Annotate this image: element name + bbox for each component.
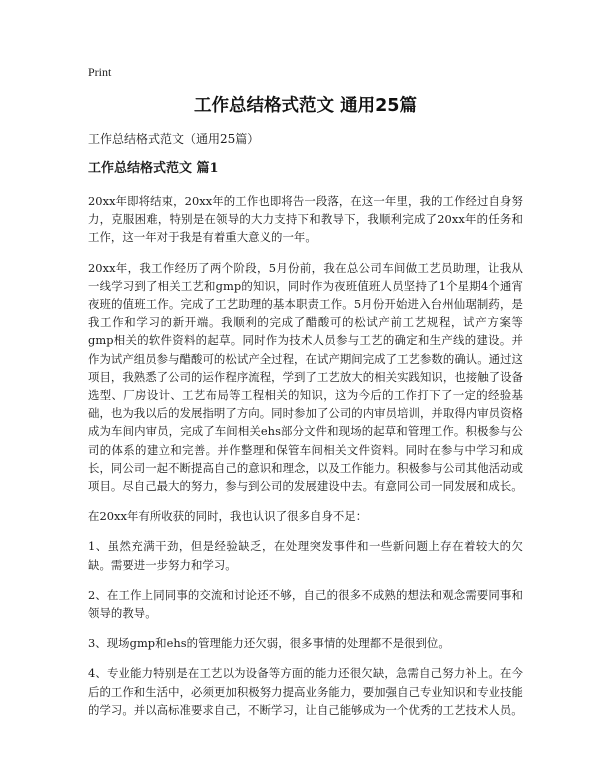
document-subtitle: 工作总结格式范文（通用25篇） <box>88 132 260 146</box>
paragraph-intro: 20xx年即将结束，20xx年的工作也即将告一段落，在这一年里，我的工作经过自身努力，克服困难，特别是在领导的大力支持下和教导下，我顺利完成了20xx年的任务和工作，这一年对于我是有着重大意义的一年。 <box>88 194 523 245</box>
paragraph-work-review: 20xx年，我工作经历了两个阶段，5月份前，我在总公司车间做工艺员助理，让我从一线学习到了相关工艺和gmp的知识，同时作为夜班值班人员坚持了1个星期4个通宵夜班的值班工作。完成了工艺助理的基本职责工作。5月份开始进入台州仙琚制药，是我工作和学习的新开端。我顺利的完成了醋酸可的松试产前工艺规程，试产方案等gmp相关的软件资料的起草。同时作为技术人员参与工艺的确定和生产线的建设。并作为试产组员参与醋酸可的松试产全过程，在试产期间完成了工艺参数的确认。通过这项目，我熟悉了公司的运作程序流程，学到了工艺放大的相关实践知识，也接触了设备选型、厂房设计、工艺布局等工程相关的知识，这为今后的工作打下了一定的经验基础，也为我以后的发展指明了方向。同时参加了公司的内审员培训，并取得内审员资格成为车间内审员，完成了车间相关ehs部分文件和现场的起草和管理工作。积极参与公司的体系的建立和完善。并作整理和保管车间相关文件资料。同时在参与中学习和成长，同公司一起不断提高自己的意识和理念，以及工作能力。积极参与公司其他活动或项目。尽自己最大的努力，参与到公司的发展建设中去。有意同公司一同发展和成长。 <box>88 260 523 494</box>
print-link[interactable]: Print <box>88 65 112 79</box>
paragraph-shortcoming-1: 1、虽然充满干劲，但是经验缺乏，在处理突发事件和一些新问题上存在着较大的欠缺。需要进一步努力和学习。 <box>88 539 523 572</box>
paragraph-shortcoming-2: 2、在工作上同同事的交流和讨论还不够，自己的很多不成熟的想法和观念需要同事和领导的教导。 <box>88 587 523 621</box>
paragraph-shortcoming-4: 4、专业能力特别是在工艺以为设备等方面的能力还很欠缺，急需自己努力补上。在今后的工作和生活中，必须更加积极努力提高业务能力，要加强自己专业知识和专业技能的学习。并以高标准要求自己，不断学习，让自己能够成为一个优秀的工艺技术人员。 <box>88 666 523 717</box>
section-heading: 工作总结格式范文 篇1 <box>88 161 219 176</box>
paragraph-shortcomings-intro: 在20xx年有所收获的同时，我也认识了很多自身不足： <box>88 509 368 524</box>
paragraph-shortcoming-3: 3、现场gmp和ehs的管理能力还欠弱，很多事情的处理都不是很到位。 <box>88 636 450 651</box>
document-title: 工作总结格式范文 通用25篇 <box>194 96 417 116</box>
document-page <box>88 64 523 731</box>
